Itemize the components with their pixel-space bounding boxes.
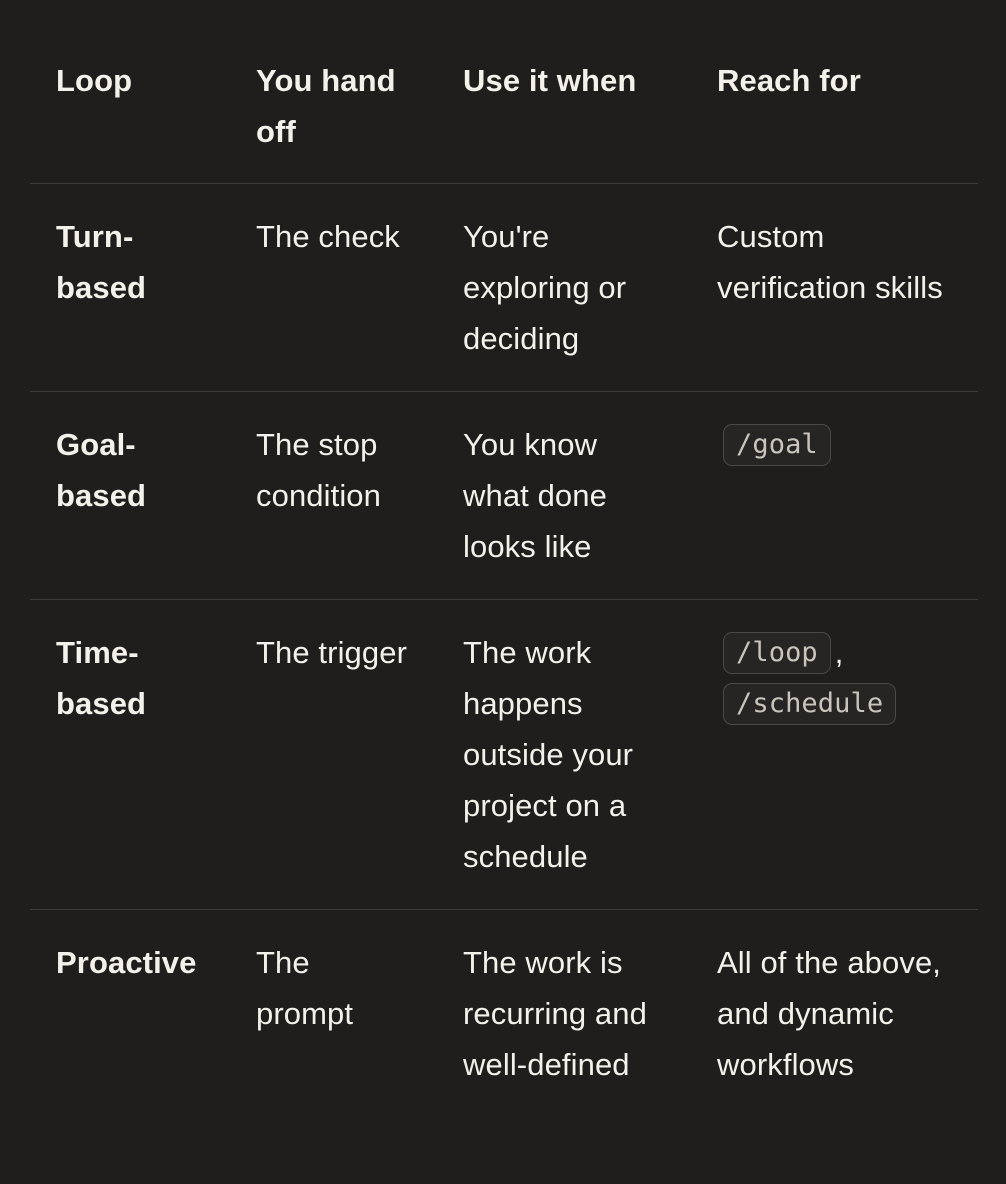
reach-for-cell — [691, 392, 978, 600]
table-row — [30, 184, 978, 392]
reach-for-cell: All of the above, and dynamic workflows — [717, 945, 942, 1082]
table-row — [30, 910, 978, 1118]
use-when-cell: You know what done looks like — [437, 392, 691, 600]
loops-table — [30, 55, 978, 1117]
separator: , — [834, 635, 844, 670]
loop-name: Proactive — [56, 945, 197, 980]
loop-name: Goal-based — [30, 392, 230, 600]
header-hand-off: You hand off — [230, 55, 437, 184]
table-body — [30, 184, 978, 1118]
table-row — [30, 600, 978, 910]
hand-off-cell: The trigger — [230, 600, 437, 910]
hand-off-cell: The prompt — [256, 945, 354, 1031]
use-when-cell: You're exploring or deciding — [437, 184, 691, 392]
use-when-cell: The work is recurring and well-defined — [463, 945, 647, 1082]
reach-for-cell: Custom verification skills — [691, 184, 978, 392]
goal-command-chip: /goal — [723, 424, 831, 466]
reach-for-line — [717, 627, 952, 678]
use-when-cell: The work happens outside your project on a schedule — [437, 600, 691, 910]
table-row — [30, 392, 978, 600]
hand-off-cell: The stop condition — [230, 392, 437, 600]
loop-name: Time-based — [30, 600, 230, 910]
loop-command-chip: /loop — [723, 632, 831, 674]
reach-for-line — [717, 419, 952, 470]
header-row — [30, 55, 978, 184]
reach-for-line — [717, 678, 952, 729]
hand-off-cell: The check — [230, 184, 437, 392]
header-use-when: Use it when — [437, 55, 691, 184]
reach-for-cell — [691, 600, 978, 910]
table-header — [30, 55, 978, 184]
schedule-command-chip: /schedule — [723, 683, 896, 725]
loop-name: Turn-based — [30, 184, 230, 392]
header-reach-for: Reach for — [691, 55, 978, 184]
header-loop: Loop — [30, 55, 230, 184]
